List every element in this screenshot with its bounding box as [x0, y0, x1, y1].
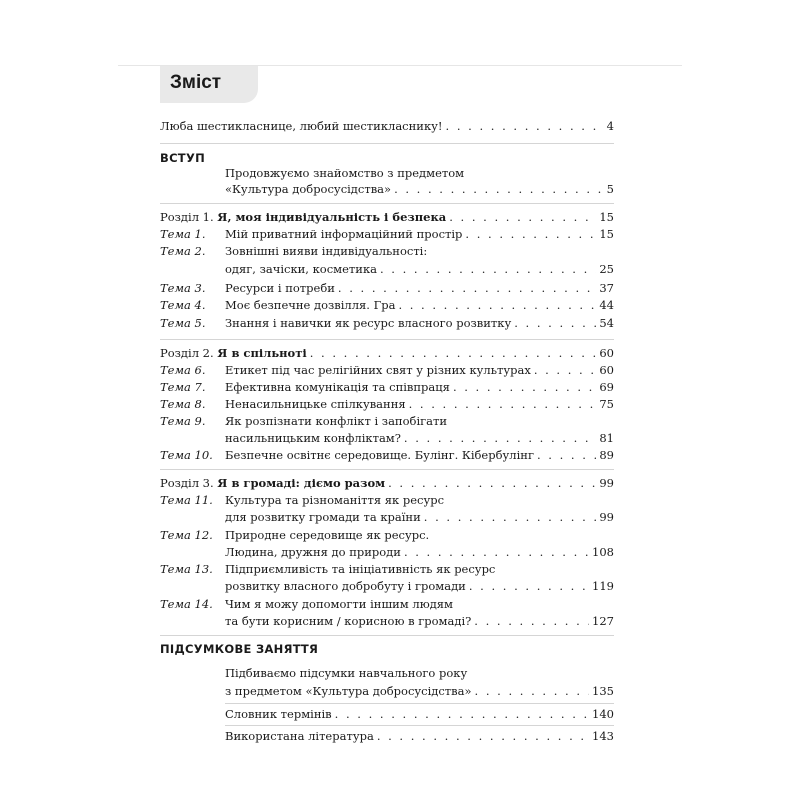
page-number: 54: [599, 316, 614, 330]
section-prefix: Розділ 3.: [160, 476, 214, 490]
toc-entry-topic-11[interactable]: [225, 509, 614, 525]
page-number: 37: [599, 281, 614, 295]
topic-label: Тема 7.: [160, 380, 206, 394]
entry-title-line1: Зовнішні вияви індивідуальності:: [225, 244, 428, 258]
topic-label: Тема 2.: [160, 244, 206, 258]
entry-title: одяг, зачіски, косметика: [225, 262, 377, 276]
page-number: 60: [599, 346, 614, 360]
separator: [160, 339, 614, 340]
section-prefix: Розділ 1.: [160, 210, 214, 224]
toc-entry-topic-4[interactable]: [225, 297, 614, 313]
separator: [160, 635, 614, 636]
leader-dots: [380, 261, 596, 277]
toc-entry-topic-6[interactable]: [225, 362, 614, 378]
entry-title-line1: Природне середовище як ресурс.: [225, 528, 430, 542]
leader-dots: [310, 345, 597, 361]
toc-entry-section-3[interactable]: [160, 475, 614, 491]
entry-title-line1: Продовжуємо знайомство з предметом: [225, 166, 465, 180]
page-number: 75: [599, 397, 614, 411]
leader-dots: [534, 362, 597, 378]
page-number: 99: [599, 510, 614, 524]
toc-entry-topic-10[interactable]: [225, 447, 614, 463]
leader-dots: [377, 728, 589, 744]
leader-dots: [474, 613, 589, 629]
page-number: 5: [606, 182, 614, 196]
separator: [225, 703, 614, 704]
section-heading-vstup: ВСТУП: [160, 151, 206, 165]
entry-title: Люба шестикласнице, любий шестикласнику!: [160, 119, 443, 133]
toc-entry-topic-12[interactable]: [225, 544, 614, 560]
page-number: 15: [599, 227, 614, 241]
entry-title: з предметом «Культура добросусідства»: [225, 684, 472, 698]
leader-dots: [338, 280, 596, 296]
toc-entry-topic-5[interactable]: [225, 315, 614, 331]
topic-label: Тема 1.: [160, 227, 206, 241]
toc-entry-final[interactable]: [225, 683, 614, 699]
leader-dots: [446, 118, 604, 134]
leader-dots: [449, 209, 596, 225]
separator: [225, 725, 614, 726]
topic-label: Тема 3.: [160, 281, 206, 295]
toc-entry-topic-9[interactable]: [225, 430, 614, 446]
topic-label: Тема 5.: [160, 316, 206, 330]
toc-entry-topic-2[interactable]: [225, 261, 614, 277]
page-number: 119: [592, 579, 614, 593]
entry-title: Ненасильницьке спілкування: [225, 397, 406, 411]
entry-title: Моє безпечне дозвілля. Гра: [225, 298, 396, 312]
page-number: 15: [599, 210, 614, 224]
separator: [160, 143, 614, 144]
separator: [160, 203, 614, 204]
entry-title: Етикет під час релігійних свят у різних культурах: [225, 363, 531, 377]
toc-entry-topic-8[interactable]: [225, 396, 614, 412]
entry-title-line1: Підбиваємо підсумки навчального року: [225, 666, 468, 680]
entry-title: Безпечне освітнє середовище. Булінг. Кібербулінг: [225, 448, 534, 462]
page-number: 99: [599, 476, 614, 490]
entry-title-line1: Як розпізнати конфлікт і запобігати: [225, 414, 448, 428]
topic-label: Тема 4.: [160, 298, 206, 312]
entry-title: Мій приватний інформаційний простір: [225, 227, 463, 241]
page-number: 44: [599, 298, 614, 312]
topic-label: Тема 9.: [160, 414, 206, 428]
toc-entry-topic-3[interactable]: [225, 280, 614, 296]
section-prefix: Розділ 2.: [160, 346, 214, 360]
entry-title: Використана література: [225, 729, 374, 743]
entry-title: та бути корисним / корисною в громаді?: [225, 614, 472, 628]
topic-label: Тема 10.: [160, 448, 213, 462]
toc-entry-vstup[interactable]: [225, 181, 614, 197]
entry-title-line1: Чим я можу допомогти іншим людям: [225, 597, 454, 611]
toc-entry-topic-13[interactable]: [225, 578, 614, 594]
leader-dots: [404, 430, 596, 446]
topic-label: Тема 8.: [160, 397, 206, 411]
leader-dots: [394, 181, 604, 197]
entry-title: «Культура добросусідства»: [225, 182, 392, 196]
toc-entry-topic-7[interactable]: [225, 379, 614, 395]
leader-dots: [424, 509, 597, 525]
separator: [160, 469, 614, 470]
topic-label: Тема 12.: [160, 528, 213, 542]
leader-dots: [388, 475, 596, 491]
page-number: 135: [592, 684, 614, 698]
leader-dots: [475, 683, 590, 699]
entry-title: Людина, дружня до природи: [225, 545, 401, 559]
page-number: 4: [606, 119, 614, 133]
leader-dots: [398, 297, 596, 313]
page-number: 143: [592, 729, 614, 743]
toc-entry-topic-1[interactable]: [225, 226, 614, 242]
leader-dots: [335, 706, 589, 722]
page-number: 140: [592, 707, 614, 721]
page-number: 60: [599, 363, 614, 377]
entry-title: насильницьким конфліктам?: [225, 431, 401, 445]
topic-label: Тема 14.: [160, 597, 213, 611]
leader-dots: [404, 544, 589, 560]
leader-dots: [537, 447, 596, 463]
leader-dots: [514, 315, 596, 331]
page-number: 108: [592, 545, 614, 559]
entry-title: Ефективна комунікація та співпраця: [225, 380, 450, 394]
toc-entry-intro[interactable]: [160, 118, 614, 134]
page-number: 69: [599, 380, 614, 394]
toc-entry-literature[interactable]: [225, 728, 614, 744]
entry-title-line1: Підприємливість та ініціативність як ресурс: [225, 562, 496, 576]
entry-title: для розвитку громади та країни: [225, 510, 421, 524]
topic-label: Тема 13.: [160, 562, 213, 576]
page-number: 25: [599, 262, 614, 276]
topic-label: Тема 11.: [160, 493, 213, 507]
section-title: Я в громаді: діємо разом: [217, 476, 386, 490]
toc-entry-glossary[interactable]: [225, 706, 614, 722]
leader-dots: [453, 379, 596, 395]
toc-entry-topic-14[interactable]: [225, 613, 614, 629]
toc-heading-tab: [160, 66, 258, 103]
toc-entry-section-1[interactable]: [160, 209, 614, 225]
section-title: Я, моя індивідуальність і безпека: [217, 210, 447, 224]
leader-dots: [409, 396, 597, 412]
topic-label: Тема 6.: [160, 363, 206, 377]
toc-entry-section-2[interactable]: [160, 345, 614, 361]
entry-title: Словник термінів: [225, 707, 332, 721]
entry-title: Ресурси і потреби: [225, 281, 335, 295]
leader-dots: [465, 226, 596, 242]
page-title: Зміст: [170, 72, 222, 93]
page-number: 81: [599, 431, 614, 445]
entry-title: Знання і навички як ресурс власного розвитку: [225, 316, 512, 330]
entry-title-line1: Культура та різноманіття як ресурс: [225, 493, 445, 507]
entry-title: розвитку власного добробуту і громади: [225, 579, 466, 593]
leader-dots: [469, 578, 589, 594]
page-number: 127: [592, 614, 614, 628]
section-title: Я в спільноті: [217, 346, 307, 360]
page-number: 89: [599, 448, 614, 462]
section-heading-final: ПІДСУМКОВЕ ЗАНЯТТЯ: [160, 642, 319, 656]
